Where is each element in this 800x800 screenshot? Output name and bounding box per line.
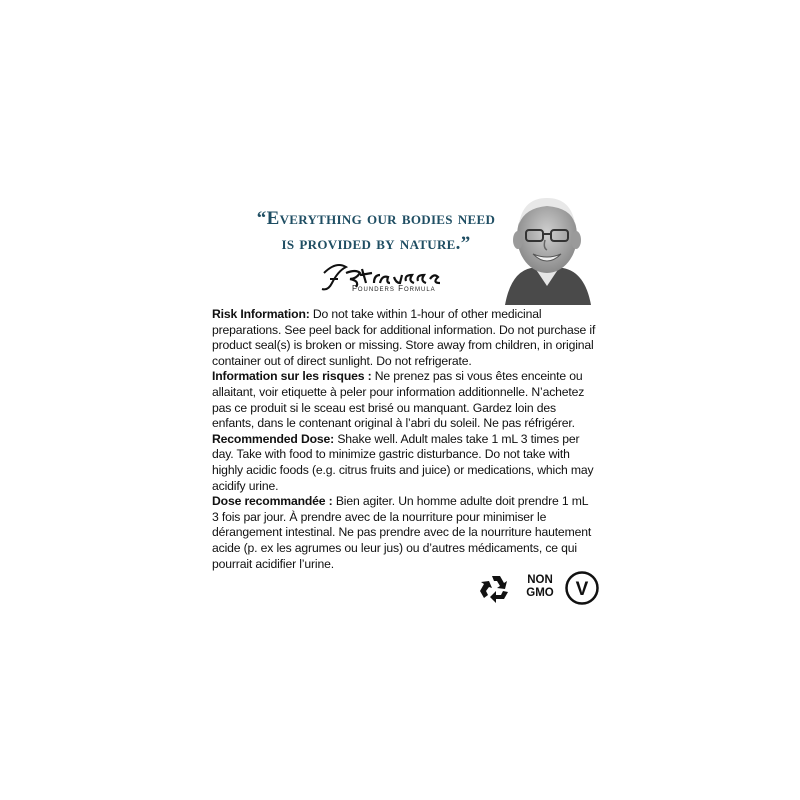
paragraph-body: Ne prenez pas si vous êtes enceinte ou allaitant, voir etiquette à peler pour information additionnelle. N’achetez pas ce produit si le sceau est brisé ou manquant. Gardez loin des enfants, dans le contenant original à l’abri du soleil. Ne pas réfrigérer. — [212, 369, 585, 431]
paragraph-heading: Risk Information: — [212, 307, 310, 321]
non-gmo-badge — [522, 574, 558, 600]
paragraph-heading: Recommended Dose: — [212, 431, 335, 446]
founder-portrait — [497, 190, 597, 305]
label-text — [212, 307, 597, 572]
recommended-dose-paragraph — [212, 432, 597, 494]
recycle-icon — [479, 572, 513, 606]
non-gmo-line-2: GMO — [526, 587, 554, 599]
founder-quote — [245, 206, 507, 256]
paragraph-body: Bien agiter. Un homme adulte doit prendre 1 mL 3 fois par jour. À prendre avec de la nourriture pour minimiser le dérangement intestinal. Ne pas prendre avec de la nourriture hautement acide (p. ex les agrumes ou leur jus) ou d’autres médicaments, ce qui pourrait acidifier l’urine. — [212, 494, 592, 571]
product-label — [204, 190, 604, 610]
paragraph-body: Shake well. Adult males take 1 mL 3 times per day. Take with food to minimize gastric disturbance. Do not take with highly acidic foods (e.g. citrus fruits and juice) or medications, which may acidify urine. — [212, 431, 594, 493]
vegan-icon — [564, 570, 600, 606]
paragraph-heading: Information sur les risques : — [212, 369, 372, 384]
recommended-dose-fr-paragraph — [212, 494, 597, 572]
paragraph-heading: Dose recommandée : — [212, 494, 333, 509]
quote-line-1: “Everything our bodies need — [256, 208, 496, 229]
signature-caption: Founders Formula — [352, 284, 436, 293]
risk-information-paragraph — [212, 307, 597, 369]
paragraph-body: Do not take within 1-hour of other medicinal preparations. See peel back for additional information. Do not purchase if product seal(s) is broken or missing. Store away from children, in original container out of direct sunlight. Do not refrigerate. — [212, 307, 596, 368]
quote-line-2: is provided by nature.” — [281, 233, 471, 254]
vegan-letter: V — [575, 579, 589, 600]
certification-icons — [479, 570, 599, 610]
non-gmo-line-1: NON — [527, 574, 553, 586]
risk-information-fr-paragraph — [212, 369, 597, 431]
